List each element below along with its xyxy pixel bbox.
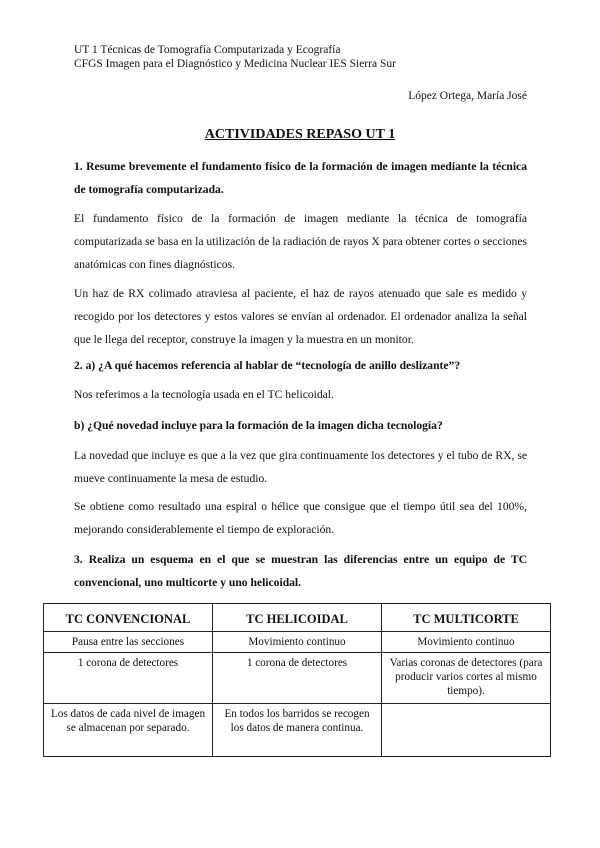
question-2a: 2. a) ¿A qué hacemos referencia al hablar de “tecnología de anillo deslizante”?: [74, 359, 461, 372]
answer-2b-paragraph-2: Se obtiene como resultado una espiral o hélice que consigue que el tiempo útil sea del 100%, mejorando considerablemente el tiempo de exploración.: [74, 500, 527, 536]
table-header-cell: TC CONVENCIONAL: [44, 604, 213, 632]
table-row: [44, 704, 551, 757]
header-program-line: CFGS Imagen para el Diagnóstico y Medicina Nuclear IES Sierra Sur: [74, 58, 396, 70]
question-1: 1. Resume brevemente el fundamento físico de la formación de imagen mediante la técnica de tomografía computarizada.: [74, 160, 527, 196]
table-row: [44, 632, 551, 653]
table-cell: 1 corona de detectores: [44, 653, 213, 704]
answer-1-paragraph-1: El fundamento físico de la formación de imagen mediante la técnica de tomografía computarizada se basa en la utilización de la radiación de rayos X para obtener cortes o secciones anatómicas con fines diagnósticos.: [74, 212, 527, 271]
answer-1-paragraph-2: Un haz de RX colimado atraviesa al paciente, el haz de rayos atenuado que sale es medido y recogido por los detectores y estos valores se envían al ordenador. El ordenador analiza la señal que le llega del receptor, construye la imagen y la muestra en un monitor.: [74, 287, 527, 346]
author-name: López Ortega, María José: [408, 90, 527, 102]
answer-2a: Nos referimos a la tecnología usada en el TC helicoidal.: [74, 388, 334, 401]
table-header-cell: TC HELICOIDAL: [213, 604, 382, 632]
table-cell: 1 corona de detectores: [213, 653, 382, 704]
table-header-cell: TC MULTICORTE: [382, 604, 551, 632]
comparison-table: [43, 603, 551, 757]
header-course-line: UT 1 Técnicas de Tomografía Computarizada y Ecografía: [74, 44, 341, 56]
table-cell: Los datos de cada nivel de imagen se almacenan por separado.: [44, 704, 213, 757]
table-cell: Varias coronas de detectores (para producir varios cortes al mismo tiempo).: [382, 653, 551, 704]
table-header-row: [44, 604, 551, 632]
question-2b: b) ¿Qué novedad incluye para la formación de la imagen dicha tecnología?: [74, 419, 443, 432]
table-cell: Pausa entre las secciones: [44, 632, 213, 653]
question-3: 3. Realiza un esquema en el que se muestran las diferencias entre un equipo de TC convencional, uno multicorte y uno helicoidal.: [74, 553, 527, 589]
table-row: [44, 653, 551, 704]
table-cell: Movimiento continuo: [213, 632, 382, 653]
table-cell: En todos los barridos se recogen los datos de manera continua.: [213, 704, 382, 757]
table-cell: Movimiento continuo: [382, 632, 551, 653]
answer-2b-paragraph-1: La novedad que incluye es que a la vez que gira continuamente los detectores y el tubo de RX, se mueve continuamente la mesa de estudio.: [74, 449, 527, 485]
page-title: ACTIVIDADES REPASO UT 1: [204, 127, 396, 142]
table-cell: [382, 704, 551, 757]
